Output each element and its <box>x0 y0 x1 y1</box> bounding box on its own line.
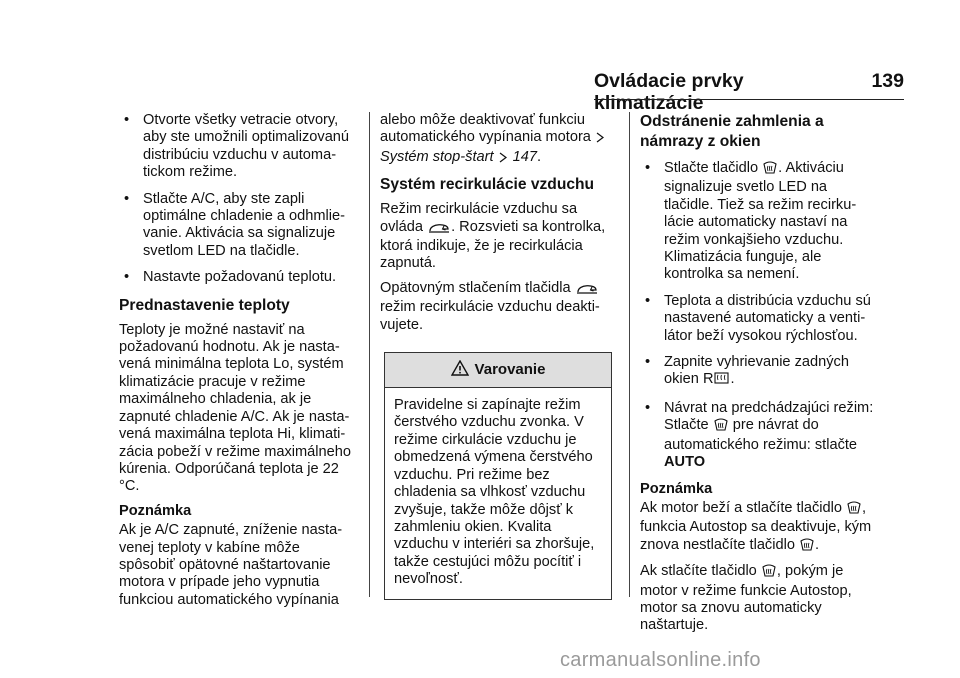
warning-header <box>385 353 611 388</box>
cross-reference-page[interactable]: 147 <box>512 148 538 165</box>
auto-label: AUTO <box>664 454 706 471</box>
column-divider <box>629 112 630 597</box>
paragraph: Teploty je možné nastaviť na požadovanú hodnotu. Ak je nasta- vená minimálna teplota Lo, systém klimatizácie pracuje v režime maximálneho chladenia, ak je zapnuté chladenie A/C. Ak je nasta- vená maximálna teplota Hi, klimati- zácia pobeží v režime maximálneho kúrenia. Odporúčaná teplota je 22 °C. <box>119 321 351 495</box>
list-item: • Zapnite vyhrievanie zadných okien R . <box>640 354 880 391</box>
windshield-defrost-icon <box>847 500 861 519</box>
section-heading-preset-temperature: Prednastavenie teploty <box>119 296 290 314</box>
column-left <box>119 112 359 609</box>
arrow-reference-icon <box>499 151 508 168</box>
note-text: Ak stlačíte tlačidlo , pokým je motor v režime funkcie Autostop, motor sa znovu automaticky naštartuje. <box>640 563 852 634</box>
note-title: Poznámka <box>119 502 192 519</box>
paragraph: Režim recirkulácie vzduchu sa ovláda . Rozsvieti sa kontrolka, ktorá indikuje, že je recirkulácia zapnutá. <box>380 201 606 272</box>
paragraph: Opätovným stlačením tlačidla režim recirkulácie vzduchu deakti- vujete. <box>380 279 600 333</box>
page-number: 139 <box>871 70 904 92</box>
page-header <box>594 70 904 114</box>
recirculation-icon <box>576 282 598 299</box>
note-title: Poznámka <box>640 480 713 497</box>
page-title: Ovládacie prvky klimatizácie <box>594 70 744 114</box>
list-item: • Stlačte A/C, aby ste zapli optimálne chladenie a odhmlie- vanie. Aktivácia sa signalizuje svetlom LED na tlačidle. <box>124 190 346 259</box>
paragraph: alebo môže deaktivovať funkciu automatického vypínania motora Systém stop-štart 147. <box>380 112 618 168</box>
list-item: • Návrat na predchádzajúci režim: Stlačte pre návrat do automatického režimu: stlačte AUTO <box>645 399 874 471</box>
list-item: • Nastavte požadovanú teplotu. <box>124 269 337 286</box>
column-middle <box>380 112 618 600</box>
note-text: Ak je A/C zapnuté, zníženie nasta- venej teploty v kabíne môže spôsobiť opätovné naštartovanie motora v prípade jeho vypnutia funkciou automatického vypínania <box>119 522 343 608</box>
list-item: • Teplota a distribúcia vzduchu sú nastavené automaticky a venti- látor beží vysokou rýchlosťou. <box>645 292 871 344</box>
recirculation-icon <box>428 221 450 238</box>
arrow-reference-icon <box>596 131 605 148</box>
windshield-defrost-icon <box>762 563 776 582</box>
list-item: • Otvorte všetky vetracie otvory, aby ste umožnili optimalizovanú distribúciu vzduchu v automa- tickom režime. <box>124 112 350 181</box>
windshield-defrost-icon <box>763 160 777 179</box>
warning-icon <box>451 360 475 380</box>
list-item: • Stlačte tlačidlo . Aktiváciu signalizuje svetlo LED na tlačidle. Tiež sa režim recirku- lácie automaticky nastaví na režim vonkajšieho vzduchu. Klimatizácia funguje, ale kontrolka sa nemení. <box>645 160 857 283</box>
rear-window-heater-icon <box>714 371 729 390</box>
cross-reference-link[interactable]: Systém stop-štart <box>380 148 494 165</box>
note-text: Ak motor beží a stlačíte tlačidlo , funkcia Autostop sa deaktivuje, kým znova nestlačíte tlačidlo . <box>640 500 880 556</box>
watermark: carmanualsonline.info <box>560 649 761 671</box>
warning-title: Varovanie <box>474 361 546 379</box>
header-rule <box>594 99 904 100</box>
warning-text: Pravidelne si zapínajte režim čerstvého vzduchu zvonka. V režime cirkulácie vzduchu je obmedzená výmena čerstvého vzduchu. Pri režime bez chladenia sa vlhkosť vzduchu zvyšuje, takže môže dôjsť k zahmleniu okien. Kvalita vzduchu v interiéri sa zhoršuje, takže cestujúci môžu pocítiť i nevoľnosť. <box>394 397 595 588</box>
windshield-defrost-icon <box>800 537 814 556</box>
column-divider <box>369 112 370 597</box>
section-heading-recirculation: Systém recirkulácie vzduchu <box>380 176 595 194</box>
windshield-defrost-icon <box>714 417 728 436</box>
warning-box <box>384 352 612 599</box>
column-right <box>640 112 880 635</box>
section-heading-defog: Odstránenie zahmlenia a námrazy z okien <box>640 113 824 150</box>
